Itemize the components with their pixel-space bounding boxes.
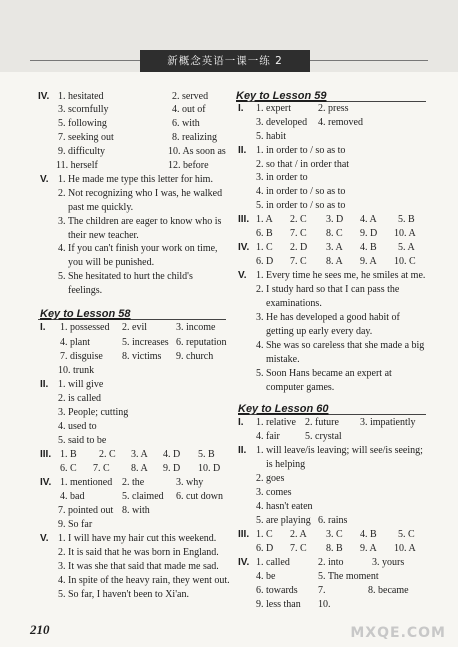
answer-item: 1. Every time he sees me, he smiles at me. — [256, 270, 426, 281]
answer-item: 5. increases — [122, 337, 169, 348]
answer-item: 2. the — [122, 477, 145, 488]
answer-item: 5. in order to / so as to — [256, 200, 346, 211]
answer-item: 10. C — [394, 256, 416, 267]
answer-item: 4. used to — [58, 421, 97, 432]
answer-item: 2. D — [290, 242, 308, 253]
answer-item: examinations. — [266, 298, 322, 309]
answer-item: 5. following — [58, 118, 107, 129]
section-numeral: III. — [238, 214, 250, 225]
section-numeral: II. — [238, 145, 247, 156]
answer-item: 1. will leave/is leaving; will see/is seeing; — [256, 445, 423, 456]
section-numeral: V. — [40, 174, 49, 185]
answer-item: 5. said to be — [58, 435, 107, 446]
answer-item: 5. B — [398, 214, 415, 225]
answer-item: 3. A — [326, 242, 343, 253]
answer-item: 11. herself — [56, 160, 98, 171]
section-numeral: III. — [238, 529, 250, 540]
answer-item: 9. So far — [58, 519, 93, 530]
answer-item: getting up early every day. — [266, 326, 373, 337]
lesson-key-heading: Key to Lesson 60 — [238, 403, 329, 415]
answer-item: 5. C — [398, 529, 415, 540]
answer-item: 3. income — [176, 322, 216, 333]
answer-item: 10. A — [394, 228, 416, 239]
answer-item: 6. cut down — [176, 491, 223, 502]
answer-item: 4. She was so careless that she made a big — [256, 340, 425, 351]
answer-item: 5. crystal — [305, 431, 342, 442]
answer-item: 9. A — [360, 543, 377, 554]
answer-item: 3. scornfully — [58, 104, 109, 115]
answer-item: 6. C — [60, 463, 77, 474]
answer-item: 2. C — [99, 449, 116, 460]
answer-item: 8. A — [326, 256, 343, 267]
answer-item: 1. relative — [256, 417, 296, 428]
answer-item: 5. So far, I haven't been to Xi'an. — [58, 589, 189, 600]
answer-item: 10. A — [394, 543, 416, 554]
answer-item: 8. realizing — [172, 132, 217, 143]
banner-rule-right — [310, 60, 428, 61]
answer-item: 7. C — [93, 463, 110, 474]
answer-item: 2. C — [290, 214, 307, 225]
answer-item: 5. are playing — [256, 515, 311, 526]
answer-item: 1. will give — [58, 379, 104, 390]
page-number: 210 — [30, 622, 50, 637]
answer-item: 3. in order to — [256, 172, 308, 183]
section-numeral: IV. — [238, 557, 250, 568]
answer-item: 4. fair — [256, 431, 280, 442]
answer-item: 7. pointed out — [58, 505, 114, 516]
answer-item: 5. B — [198, 449, 215, 460]
answer-item: 5. She hesitated to hurt the child's — [58, 271, 193, 282]
answer-item: 1. I will have my hair cut this weekend. — [58, 533, 217, 544]
answer-item: 7. seeking out — [58, 132, 114, 143]
watermark-logo: MXQE.COM — [350, 625, 446, 641]
lesson-key-heading: Key to Lesson 59 — [236, 90, 327, 102]
answer-item: 5. The moment — [318, 571, 379, 582]
answer-item: 4. removed — [318, 117, 363, 128]
answer-item: 10. As soon as — [168, 146, 226, 157]
answer-item: 4. in order to / so as to — [256, 186, 346, 197]
answer-item: 2. into — [318, 557, 344, 568]
answer-item: 1. in order to / so as to — [256, 145, 346, 156]
answer-item: 1. A — [256, 214, 273, 225]
answer-item: 2. evil — [122, 322, 147, 333]
answer-item: 6. towards — [256, 585, 298, 596]
answer-item: 5. claimed — [122, 491, 164, 502]
answer-item: mistake. — [266, 354, 300, 365]
lesson-key-heading: Key to Lesson 58 — [40, 308, 131, 320]
answer-item: 8. became — [368, 585, 409, 596]
answer-item: 3. The children are eager to know who is — [58, 216, 222, 227]
answer-item: 6. rains — [318, 515, 348, 526]
answer-item: 8. victims — [122, 351, 162, 362]
answer-item: 8. A — [131, 463, 148, 474]
answer-item: 7. — [318, 585, 326, 596]
answer-item: 1. mentioned — [60, 477, 113, 488]
answer-item: 3. D — [326, 214, 344, 225]
answer-item: 4. plant — [60, 337, 90, 348]
answer-item: 10. — [318, 599, 331, 610]
answer-item: 1. B — [60, 449, 77, 460]
section-numeral: IV. — [40, 477, 52, 488]
answer-item: 8. C — [326, 228, 343, 239]
answer-item: 2. so that / in order that — [256, 159, 350, 170]
answer-item: their new teacher. — [68, 230, 139, 241]
answer-item: 6. reputation — [176, 337, 227, 348]
answer-item: 9. D — [163, 463, 181, 474]
answer-item: 2. Not recognizing who I was, he walked — [58, 188, 223, 199]
answer-item: 8. with — [122, 505, 150, 516]
answer-item: 9. church — [176, 351, 214, 362]
answer-item: 3. A — [131, 449, 148, 460]
answer-item: 9. less than — [256, 599, 301, 610]
answer-item: 12. before — [168, 160, 209, 171]
answer-item: 3. It was she that said that made me sad. — [58, 561, 219, 572]
answer-item: 6. with — [172, 118, 200, 129]
answer-item: 4. B — [360, 242, 377, 253]
answer-item: 10. trunk — [58, 365, 95, 376]
answer-item: 1. hesitated — [58, 91, 104, 102]
page-header-title: 新概念英语一课一练 2 — [140, 50, 310, 72]
answer-item: 5. A — [398, 242, 415, 253]
section-numeral: I. — [238, 417, 244, 428]
answer-item: 9. D — [360, 228, 378, 239]
answer-item: 2. goes — [256, 473, 285, 484]
answer-item: 4. In spite of the heavy rain, they went out. — [58, 575, 230, 586]
answer-item: 4. D — [163, 449, 181, 460]
answer-item: 8. B — [326, 543, 343, 554]
answer-item: 7. C — [290, 256, 307, 267]
section-numeral: V. — [40, 533, 49, 544]
answer-item: 2. press — [318, 103, 349, 114]
section-numeral: I. — [40, 322, 46, 333]
answer-item: 9. difficulty — [58, 146, 106, 157]
answer-item: 6. D — [256, 256, 274, 267]
answer-item: 3. People; cutting — [58, 407, 129, 418]
answer-item: 5. Soon Hans became an expert at — [256, 368, 392, 379]
answer-item: 3. comes — [256, 487, 292, 498]
answer-item: 1. C — [256, 242, 273, 253]
answer-item: 2. served — [172, 91, 209, 102]
answer-item: 1. C — [256, 529, 273, 540]
answer-item: 1. He made me type this letter for him. — [58, 174, 213, 185]
section-numeral: III. — [40, 449, 52, 460]
answer-item: 2. is called — [58, 393, 102, 404]
answer-item: past me quickly. — [68, 202, 134, 213]
answer-item: 4. A — [360, 214, 377, 225]
answer-item: 3. developed — [256, 117, 308, 128]
answer-item: computer games. — [266, 382, 335, 393]
answer-item: 4. If you can't finish your work on time, — [58, 243, 218, 254]
answer-item: 3. He has developed a good habit of — [256, 312, 400, 323]
section-numeral: V. — [238, 270, 247, 281]
answer-item: 7. C — [290, 228, 307, 239]
answer-item: 5. habit — [256, 131, 286, 142]
answer-item: 7. C — [290, 543, 307, 554]
answer-item: 4. B — [360, 529, 377, 540]
section-numeral: IV. — [38, 91, 50, 102]
answer-item: 6. B — [256, 228, 273, 239]
answer-item: 2. It is said that he was born in England. — [58, 547, 219, 558]
section-numeral: II. — [238, 445, 247, 456]
answer-item: is helping — [266, 459, 306, 470]
section-numeral: I. — [238, 103, 244, 114]
answer-item: 1. called — [256, 557, 290, 568]
section-numeral: II. — [40, 379, 49, 390]
answer-item: 4. be — [256, 571, 276, 582]
answer-item: 3. yours — [372, 557, 405, 568]
answer-item: 4. out of — [172, 104, 206, 115]
answer-item: 2. future — [305, 417, 339, 428]
answer-item: 1. expert — [256, 103, 291, 114]
answer-item: 6. D — [256, 543, 274, 554]
answer-item: feelings. — [68, 285, 103, 296]
answer-item: 3. impatiently — [360, 417, 416, 428]
answer-item: 3. why — [176, 477, 204, 488]
answer-item: 2. I study hard so that I can pass the — [256, 284, 400, 295]
section-numeral: IV. — [238, 242, 250, 253]
answer-item: 1. possessed — [60, 322, 110, 333]
answer-item: you will be punished. — [68, 257, 155, 268]
banner-rule-left — [30, 60, 140, 61]
answer-item: 2. A — [290, 529, 307, 540]
answer-item: 7. disguise — [60, 351, 103, 362]
answer-item: 9. A — [360, 256, 377, 267]
answer-item: 10. D — [198, 463, 221, 474]
answer-item: 3. C — [326, 529, 343, 540]
answer-item: 4. bad — [60, 491, 85, 502]
answer-item: 4. hasn't eaten — [256, 501, 313, 512]
